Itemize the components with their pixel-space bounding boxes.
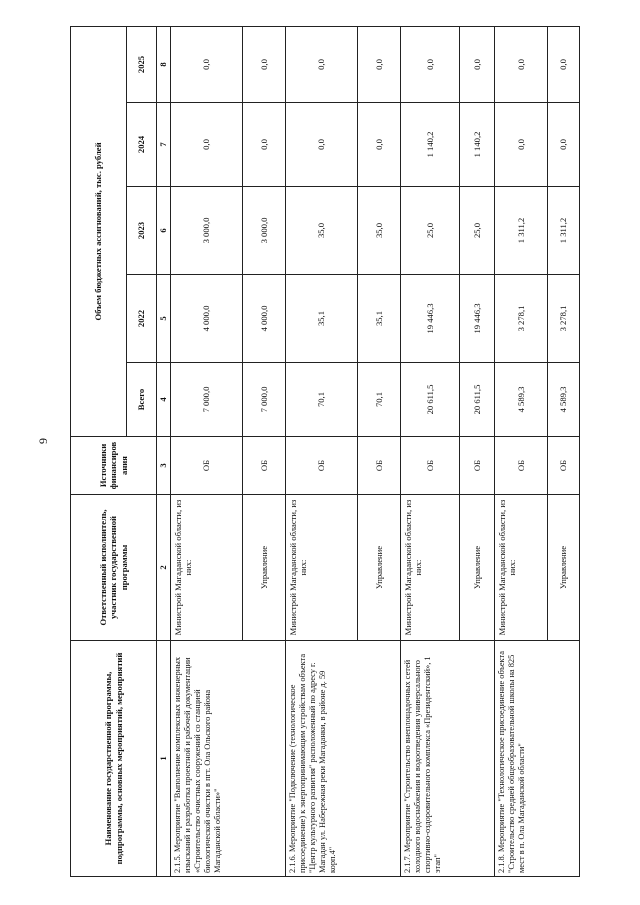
activity-name: 2.1.6. Мероприятие "Подключение (технологическое присоединение) к энергопринимающим устройствам объекта "Центр культурного развития" расположенный по адресу г. Магадан ул. Набережная реки Магаданки, в районе д. 59 корп.4" xyxy=(285,641,400,877)
executor-cell: Министрой Магаданской области, из них: xyxy=(400,495,459,641)
value-total: 70,1 xyxy=(285,363,357,437)
executor-cell: Управление xyxy=(357,495,400,641)
value-2023: 1 311,2 xyxy=(548,187,580,275)
header-executor: Ответственный исполнитель, участник государственной программы xyxy=(71,495,157,641)
value-2022: 19 446,3 xyxy=(459,275,494,363)
header-budget: Объем бюджетных ассигнований, тыс. рублей xyxy=(71,26,127,436)
value-2022: 35,1 xyxy=(357,275,400,363)
value-2022: 3 278,1 xyxy=(494,275,547,363)
executor-cell: Министрой Магаданской области, из них: xyxy=(171,495,243,641)
header-year: 2025 xyxy=(127,26,157,102)
executor-cell: Управление xyxy=(459,495,494,641)
value-2024: 0,0 xyxy=(494,103,547,187)
source-cell: ОБ xyxy=(357,437,400,495)
value-2025: 0,0 xyxy=(400,26,459,102)
table-row xyxy=(285,26,357,876)
column-number: 2 xyxy=(157,495,171,641)
header-year: 2023 xyxy=(127,187,157,275)
executor-cell: Министрой Магаданской области, из них: xyxy=(285,495,357,641)
value-2025: 0,0 xyxy=(548,26,580,102)
value-2022: 4 000,0 xyxy=(242,275,285,363)
header-source: Источники финансирования xyxy=(71,437,157,495)
column-number: 3 xyxy=(157,437,171,495)
value-2024: 0,0 xyxy=(242,103,285,187)
column-number: 6 xyxy=(157,187,171,275)
value-2023: 25,0 xyxy=(459,187,494,275)
source-cell: ОБ xyxy=(494,437,547,495)
column-number: 1 xyxy=(157,641,171,877)
value-2023: 35,0 xyxy=(357,187,400,275)
table-row xyxy=(171,26,243,876)
table-row xyxy=(494,26,547,876)
value-2025: 0,0 xyxy=(494,26,547,102)
source-cell: ОБ xyxy=(171,437,243,495)
source-cell: ОБ xyxy=(548,437,580,495)
activity-name: 2.1.5. Мероприятие "Выполнение комплексных инженерных изысканий и разработка проектной и рабочей документации «Строительство очистных сооружений со станцией биологической очистки в пгт. Ола Ольского района Магаданской области»" xyxy=(171,641,286,877)
source-cell: ОБ xyxy=(242,437,285,495)
column-number: 5 xyxy=(157,275,171,363)
value-2025: 0,0 xyxy=(171,26,243,102)
value-total: 4 589,3 xyxy=(548,363,580,437)
value-total: 70,1 xyxy=(357,363,400,437)
value-2023: 3 000,0 xyxy=(171,187,243,275)
executor-cell: Управление xyxy=(548,495,580,641)
header-name: Наименование государственной программы, подпрограммы, основных мероприятий, мероприятий xyxy=(71,641,157,877)
header-year: 2024 xyxy=(127,103,157,187)
value-total: 20 611,5 xyxy=(459,363,494,437)
value-2022: 19 446,3 xyxy=(400,275,459,363)
value-2023: 3 000,0 xyxy=(242,187,285,275)
page-number: 9 xyxy=(36,438,50,444)
executor-cell: Управление xyxy=(242,495,285,641)
value-2024: 0,0 xyxy=(357,103,400,187)
value-2022: 35,1 xyxy=(285,275,357,363)
table-row xyxy=(400,26,459,876)
value-2024: 0,0 xyxy=(548,103,580,187)
value-2023: 25,0 xyxy=(400,187,459,275)
header-year: 2022 xyxy=(127,275,157,363)
budget-table xyxy=(70,26,580,877)
value-2022: 3 278,1 xyxy=(548,275,580,363)
executor-cell: Министрой Магаданской области, из них: xyxy=(494,495,547,641)
value-2025: 0,0 xyxy=(357,26,400,102)
value-2024: 0,0 xyxy=(171,103,243,187)
source-cell: ОБ xyxy=(459,437,494,495)
budget-table-container xyxy=(70,27,580,877)
value-2022: 4 000,0 xyxy=(171,275,243,363)
header-total: Всего xyxy=(127,363,157,437)
activity-name: 2.1.8. Мероприятие "Технологическое присоединение объекта "Строительство средней общеобразовательной школы на 825 мест в п. Ола Магаданской области" xyxy=(494,641,579,877)
value-total: 20 611,5 xyxy=(400,363,459,437)
value-2025: 0,0 xyxy=(459,26,494,102)
value-total: 4 589,3 xyxy=(494,363,547,437)
value-2024: 0,0 xyxy=(285,103,357,187)
value-2025: 0,0 xyxy=(242,26,285,102)
value-2023: 1 311,2 xyxy=(494,187,547,275)
value-total: 7 000,0 xyxy=(171,363,243,437)
column-number: 8 xyxy=(157,26,171,102)
column-number: 7 xyxy=(157,103,171,187)
value-total: 7 000,0 xyxy=(242,363,285,437)
value-2024: 1 140,2 xyxy=(459,103,494,187)
source-cell: ОБ xyxy=(285,437,357,495)
value-2023: 35,0 xyxy=(285,187,357,275)
source-cell: ОБ xyxy=(400,437,459,495)
column-number: 4 xyxy=(157,363,171,437)
value-2025: 0,0 xyxy=(285,26,357,102)
activity-name: 2.1.7. Мероприятие "Строительство внеплощадочных сетей холодного водоснабжения и водоотведения универсального спортивно-оздоровительного комплекса «Президентский», 1 этап" xyxy=(400,641,494,877)
value-2024: 1 140,2 xyxy=(400,103,459,187)
